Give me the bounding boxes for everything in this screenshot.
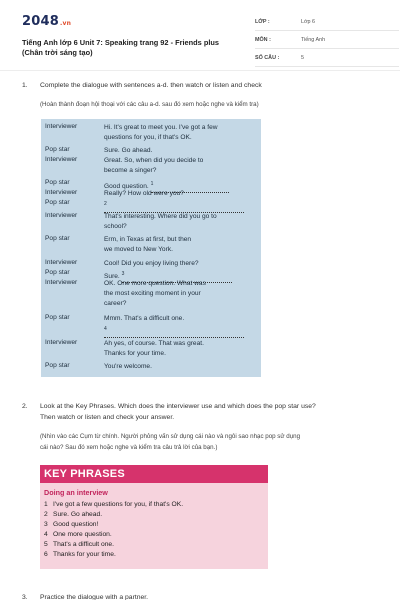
dialogue-line: we moved to New York.: [104, 246, 173, 253]
key-phrase-item: [44, 501, 183, 508]
question-text: [40, 401, 390, 423]
meta-value: 5: [301, 55, 304, 61]
dialogue-line: Ah yes, of course. That was great.: [104, 340, 204, 347]
header-divider: [0, 70, 400, 71]
question-number: 3.: [22, 594, 28, 600]
meta-row-count: [255, 52, 399, 67]
item-number: 1: [44, 501, 48, 508]
logo-text: 2048: [22, 14, 59, 29]
dialogue-line: Great. So, when did you decide to: [104, 157, 204, 164]
dialogue-line: Erm, in Texas at first, but then: [104, 236, 192, 243]
dialogue-line: career?: [104, 300, 127, 307]
item-text: Sure. Go ahead.: [53, 511, 103, 518]
dialogue-line: That's interesting. Where did you go to: [104, 213, 217, 220]
item-text: Good question!: [53, 521, 99, 528]
gap-number: 2: [104, 201, 107, 207]
speaker-label: Pop star: [45, 235, 70, 242]
key-phrase-item: [44, 541, 114, 548]
question-text-line: Look at the Key Phrases. Which does the interviewer use and which does the pop star use?: [40, 403, 316, 410]
speaker-label: Pop star: [45, 199, 70, 206]
page-title: [22, 38, 237, 58]
question-number: 1.: [22, 82, 28, 89]
translation-line: cái nào? Sau đó xem hoặc nghe và kiểm tra câu trả lời của bạn.): [40, 444, 218, 451]
site-logo[interactable]: [22, 14, 71, 29]
dialogue-line: OK. One more question. What was: [104, 280, 206, 287]
dialogue-line: the most exciting moment in your: [104, 290, 201, 297]
translation-line: (Nhìn vào các Cụm từ chính. Người phỏng vấn sử dụng cái nào và ngôi sao nhạc pop sử dụng: [40, 433, 301, 440]
dialogue-line: school?: [104, 223, 127, 230]
speaker-label: Pop star: [45, 146, 70, 153]
dialogue-line: Good question.: [104, 183, 149, 191]
key-phrases-header: [40, 465, 268, 483]
key-phrase-item: [44, 531, 112, 538]
key-phrase-item: [44, 511, 102, 518]
question-translation: (Hoàn thành đoạn hội thoại với các câu a-d. sau đó xem hoặc nghe và kiểm tra): [40, 101, 259, 108]
speaker-label: Interviewer: [45, 189, 78, 196]
dialogue-line: Really? How old were you?: [104, 190, 184, 197]
meta-label: LỚP :: [255, 19, 270, 25]
item-number: 5: [44, 541, 48, 548]
title-line-2: (Chân trời sáng tạo): [22, 48, 93, 57]
item-number: 6: [44, 551, 48, 558]
speaker-label: Interviewer: [45, 339, 78, 346]
speaker-label: Interviewer: [45, 279, 78, 286]
dialogue-line: Hi. It's great to meet you. I've got a few: [104, 124, 218, 131]
question-text-line: Then watch or listen and check your answer.: [40, 414, 175, 421]
item-text: One more question.: [53, 531, 112, 538]
speaker-label: Interviewer: [45, 123, 78, 130]
dialogue-line: Mmm. That's a difficult one.: [104, 315, 185, 322]
item-number: 3: [44, 521, 48, 528]
meta-label: MÔN :: [255, 37, 271, 43]
item-number: 2: [44, 511, 48, 518]
speaker-label: Pop star: [45, 179, 70, 186]
key-phrases-title: KEY PHRASES: [44, 468, 125, 480]
item-text: That's a difficult one.: [53, 541, 115, 548]
question-text: Practice the dialogue with a partner.: [40, 594, 149, 600]
gap-number: 1: [150, 181, 154, 187]
meta-label: SỐ CÂU :: [255, 55, 280, 61]
item-text: I've got a few questions for you, if that's OK.: [53, 501, 184, 508]
speaker-label: Interviewer: [45, 259, 78, 266]
item-text: Thanks for your time.: [53, 551, 116, 558]
dialogue-box: [41, 119, 261, 377]
meta-info: [255, 16, 399, 70]
key-phrase-item: [44, 521, 98, 528]
gap-number: 3: [121, 271, 125, 277]
speaker-label: Pop star: [45, 269, 70, 276]
dialogue-line: questions for you, if that's OK.: [104, 134, 192, 141]
question-number: 2.: [22, 403, 28, 410]
key-phrases-box: [40, 465, 268, 569]
dialogue-line: Sure. Go ahead.: [104, 147, 153, 154]
meta-value: Tiếng Anh: [301, 37, 326, 43]
meta-row-subject: [255, 34, 399, 49]
answer-blank[interactable]: [104, 324, 244, 338]
gap-number: 4: [104, 326, 107, 332]
speaker-label: Pop star: [45, 314, 70, 321]
title-line-1: Tiếng Anh lớp 6 Unit 7: Speaking trang 92 - Friends plus: [22, 38, 220, 47]
speaker-label: Interviewer: [45, 156, 78, 163]
key-phrases-subtitle: Doing an interview: [44, 488, 108, 497]
meta-row-class: [255, 16, 399, 31]
dialogue-line: You're welcome.: [104, 363, 152, 370]
dialogue-line: Sure.: [104, 273, 120, 281]
page-header: [18, 10, 384, 62]
dialogue-line: Cool! Did you enjoy living there?: [104, 260, 199, 267]
logo-suffix: .vn: [59, 20, 72, 27]
speaker-label: Interviewer: [45, 212, 78, 219]
meta-value: Lớp 6: [301, 19, 316, 25]
speaker-label: Pop star: [45, 362, 70, 369]
question-text: Complete the dialogue with sentences a-d. then watch or listen and check: [40, 82, 262, 89]
dialogue-line: become a singer?: [104, 167, 157, 174]
key-phrase-item: [44, 551, 116, 558]
item-number: 4: [44, 531, 48, 538]
question-translation: [40, 431, 390, 453]
dialogue-line: Thanks for your time.: [104, 350, 166, 357]
